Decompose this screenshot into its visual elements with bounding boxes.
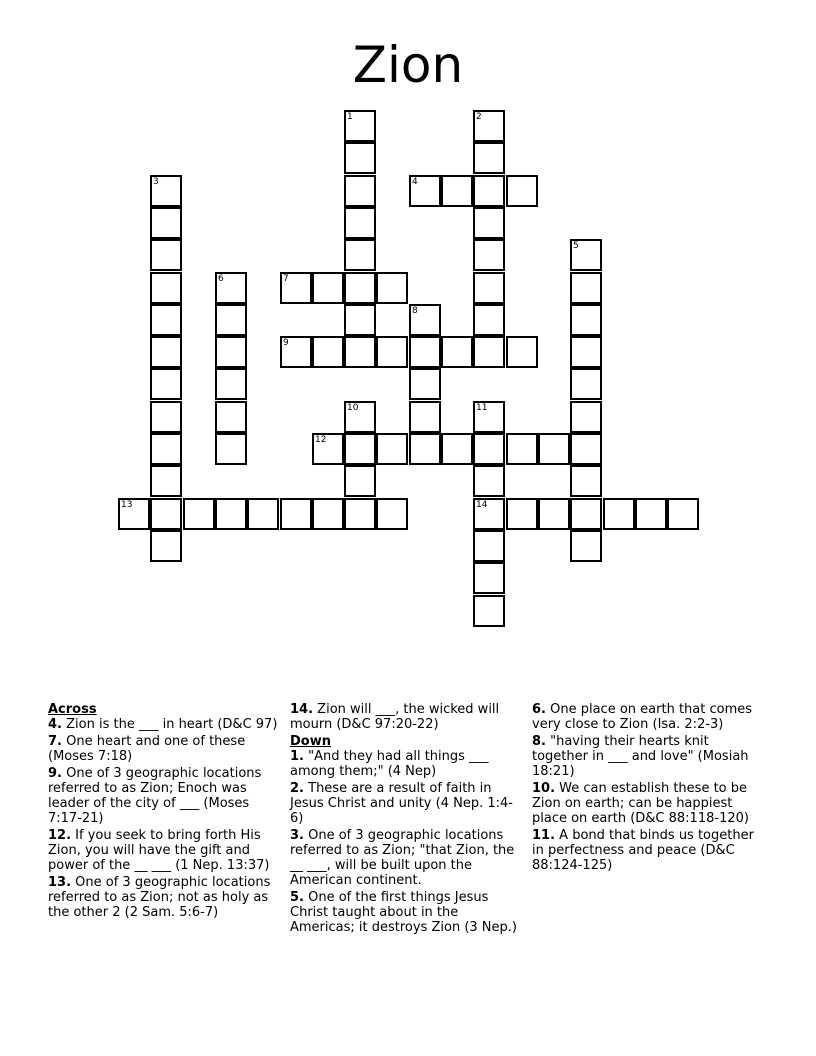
grid-cell[interactable] xyxy=(344,207,376,239)
cell-number: 9 xyxy=(283,338,289,348)
grid-cell[interactable] xyxy=(376,498,408,530)
grid-cell[interactable] xyxy=(473,401,505,433)
clue-down-1: 1. "And they had all things ___ among them;" (4 Nep) xyxy=(290,749,489,779)
clue-down-3: 3. One of 3 geographic locations referred to as Zion; "that Zion, the __ ___, will be built upon the American continent. xyxy=(290,828,515,888)
grid-cell[interactable] xyxy=(150,433,182,465)
grid-cell[interactable] xyxy=(215,304,247,336)
grid-cell[interactable] xyxy=(409,368,441,400)
cell-number: 12 xyxy=(315,435,327,445)
clues-column-2 xyxy=(290,702,526,937)
grid-cell[interactable] xyxy=(215,498,247,530)
grid-cell[interactable] xyxy=(376,336,408,368)
grid-cell[interactable] xyxy=(570,304,602,336)
grid-cell[interactable] xyxy=(570,498,602,530)
grid-cell[interactable] xyxy=(215,272,247,304)
grid-cell[interactable] xyxy=(409,175,441,207)
grid-cell[interactable] xyxy=(150,207,182,239)
grid-cell[interactable] xyxy=(506,498,538,530)
grid-cell[interactable] xyxy=(215,336,247,368)
down-header: Down xyxy=(290,734,331,749)
grid-cell[interactable] xyxy=(570,368,602,400)
clue-down-10: 10. We can establish these to be Zion on earth; can be happiest place on earth (D&C 88:118-120) xyxy=(532,781,749,826)
grid-cell[interactable] xyxy=(473,272,505,304)
clue-down-2: 2. These are a result of faith in Jesus Christ and unity (4 Nep. 1:4-6) xyxy=(290,781,513,826)
grid-cell[interactable] xyxy=(150,498,182,530)
grid-cell[interactable] xyxy=(344,498,376,530)
clues-column-3 xyxy=(532,702,768,875)
grid-cell[interactable] xyxy=(312,336,344,368)
grid-cell[interactable] xyxy=(570,239,602,271)
grid-cell[interactable] xyxy=(473,562,505,594)
grid-cell[interactable] xyxy=(667,498,699,530)
grid-cell[interactable] xyxy=(215,433,247,465)
cell-number: 6 xyxy=(218,274,224,284)
grid-cell[interactable] xyxy=(376,433,408,465)
clues-column-1 xyxy=(48,702,284,922)
grid-cell[interactable] xyxy=(312,498,344,530)
cell-number: 11 xyxy=(476,403,488,413)
grid-cell[interactable] xyxy=(473,433,505,465)
grid-cell[interactable] xyxy=(441,175,473,207)
grid-cell[interactable] xyxy=(635,498,667,530)
grid-cell[interactable] xyxy=(280,272,312,304)
cell-number: 13 xyxy=(121,500,133,510)
grid-cell[interactable] xyxy=(473,595,505,627)
grid-cell[interactable] xyxy=(409,304,441,336)
clue-across-14: 14. Zion will ___, the wicked will mourn (D&C 97:20-22) xyxy=(290,702,500,732)
clue-across-7: 7. One heart and one of these (Moses 7:18) xyxy=(48,734,246,764)
grid-cell[interactable] xyxy=(344,433,376,465)
puzzle-title: Zion xyxy=(352,36,464,94)
grid-cell[interactable] xyxy=(538,433,570,465)
grid-cell[interactable] xyxy=(150,272,182,304)
grid-cell[interactable] xyxy=(344,239,376,271)
clue-down-8: 8. "having their hearts knit together in ___ and love" (Mosiah 18:21) xyxy=(532,734,749,779)
grid-cell[interactable] xyxy=(570,272,602,304)
grid-cell[interactable] xyxy=(441,336,473,368)
grid-cell[interactable] xyxy=(344,465,376,497)
clue-across-9: 9. One of 3 geographic locations referred to as Zion; Enoch was leader of the city of ___ (Moses 7:17-21) xyxy=(48,766,262,826)
grid-cell[interactable] xyxy=(473,498,505,530)
cell-number: 10 xyxy=(347,403,359,413)
clue-across-12: 12. If you seek to bring forth His Zion, you will have the gift and power of the __ ___ (1 Nep. 13:37) xyxy=(48,828,270,873)
clue-down-11: 11. A bond that binds us together in perfectness and peace (D&C 88:124-125) xyxy=(532,828,754,873)
grid-cell[interactable] xyxy=(150,368,182,400)
clue-down-5: 5. One of the first things Jesus Christ taught about in the Americas; it destroys Zion (3 Nep.) xyxy=(290,890,517,935)
cell-number: 14 xyxy=(476,500,488,510)
grid-cell[interactable] xyxy=(150,401,182,433)
grid-cell[interactable] xyxy=(344,175,376,207)
grid-cell[interactable] xyxy=(150,304,182,336)
grid-cell[interactable] xyxy=(409,433,441,465)
cell-number: 2 xyxy=(476,112,482,122)
grid-cell[interactable] xyxy=(150,175,182,207)
grid-cell[interactable] xyxy=(570,336,602,368)
grid-cell[interactable] xyxy=(473,530,505,562)
grid-cell[interactable] xyxy=(280,498,312,530)
cell-number: 5 xyxy=(573,241,579,251)
grid-cell[interactable] xyxy=(473,110,505,142)
grid-cell[interactable] xyxy=(247,498,279,530)
grid-cell[interactable] xyxy=(506,433,538,465)
grid-cell[interactable] xyxy=(538,498,570,530)
grid-cell[interactable] xyxy=(344,304,376,336)
grid-cell[interactable] xyxy=(506,336,538,368)
grid-cell[interactable] xyxy=(280,336,312,368)
grid-cell[interactable] xyxy=(473,304,505,336)
grid-cell[interactable] xyxy=(344,401,376,433)
grid-cell[interactable] xyxy=(409,336,441,368)
grid-cell[interactable] xyxy=(150,336,182,368)
grid-cell[interactable] xyxy=(118,498,150,530)
grid-cell[interactable] xyxy=(570,465,602,497)
grid-cell[interactable] xyxy=(344,272,376,304)
grid-cell[interactable] xyxy=(344,336,376,368)
grid-cell[interactable] xyxy=(312,433,344,465)
grid-cell[interactable] xyxy=(506,175,538,207)
grid-cell[interactable] xyxy=(376,272,408,304)
grid-cell[interactable] xyxy=(150,530,182,562)
grid-cell[interactable] xyxy=(183,498,215,530)
grid-cell[interactable] xyxy=(473,336,505,368)
grid-cell[interactable] xyxy=(215,368,247,400)
grid-cell[interactable] xyxy=(473,207,505,239)
grid-cell[interactable] xyxy=(312,272,344,304)
clue-across-4: 4. Zion is the ___ in heart (D&C 97) xyxy=(48,717,278,732)
grid-cell[interactable] xyxy=(570,530,602,562)
clue-across-13: 13. One of 3 geographic locations referred to as Zion; not as holy as the other 2 (2 Sam. 5:6-7) xyxy=(48,875,271,920)
across-header: Across xyxy=(48,702,97,717)
grid-cell[interactable] xyxy=(473,175,505,207)
grid-cell[interactable] xyxy=(473,239,505,271)
grid-cell[interactable] xyxy=(441,433,473,465)
grid-cell[interactable] xyxy=(344,110,376,142)
cell-number: 8 xyxy=(412,306,418,316)
grid-cell[interactable] xyxy=(150,239,182,271)
cell-number: 7 xyxy=(283,274,289,284)
grid-cell[interactable] xyxy=(215,401,247,433)
grid-cell[interactable] xyxy=(570,401,602,433)
grid-cell[interactable] xyxy=(473,142,505,174)
cell-number: 4 xyxy=(412,177,418,187)
grid-cell[interactable] xyxy=(409,401,441,433)
grid-cell[interactable] xyxy=(344,142,376,174)
cell-number: 1 xyxy=(347,112,353,122)
grid-cell[interactable] xyxy=(150,465,182,497)
grid-cell[interactable] xyxy=(603,498,635,530)
grid-cell[interactable] xyxy=(473,465,505,497)
clue-down-6: 6. One place on earth that comes very close to Zion (Isa. 2:2-3) xyxy=(532,702,753,732)
cell-number: 3 xyxy=(153,177,159,187)
grid-cell[interactable] xyxy=(570,433,602,465)
